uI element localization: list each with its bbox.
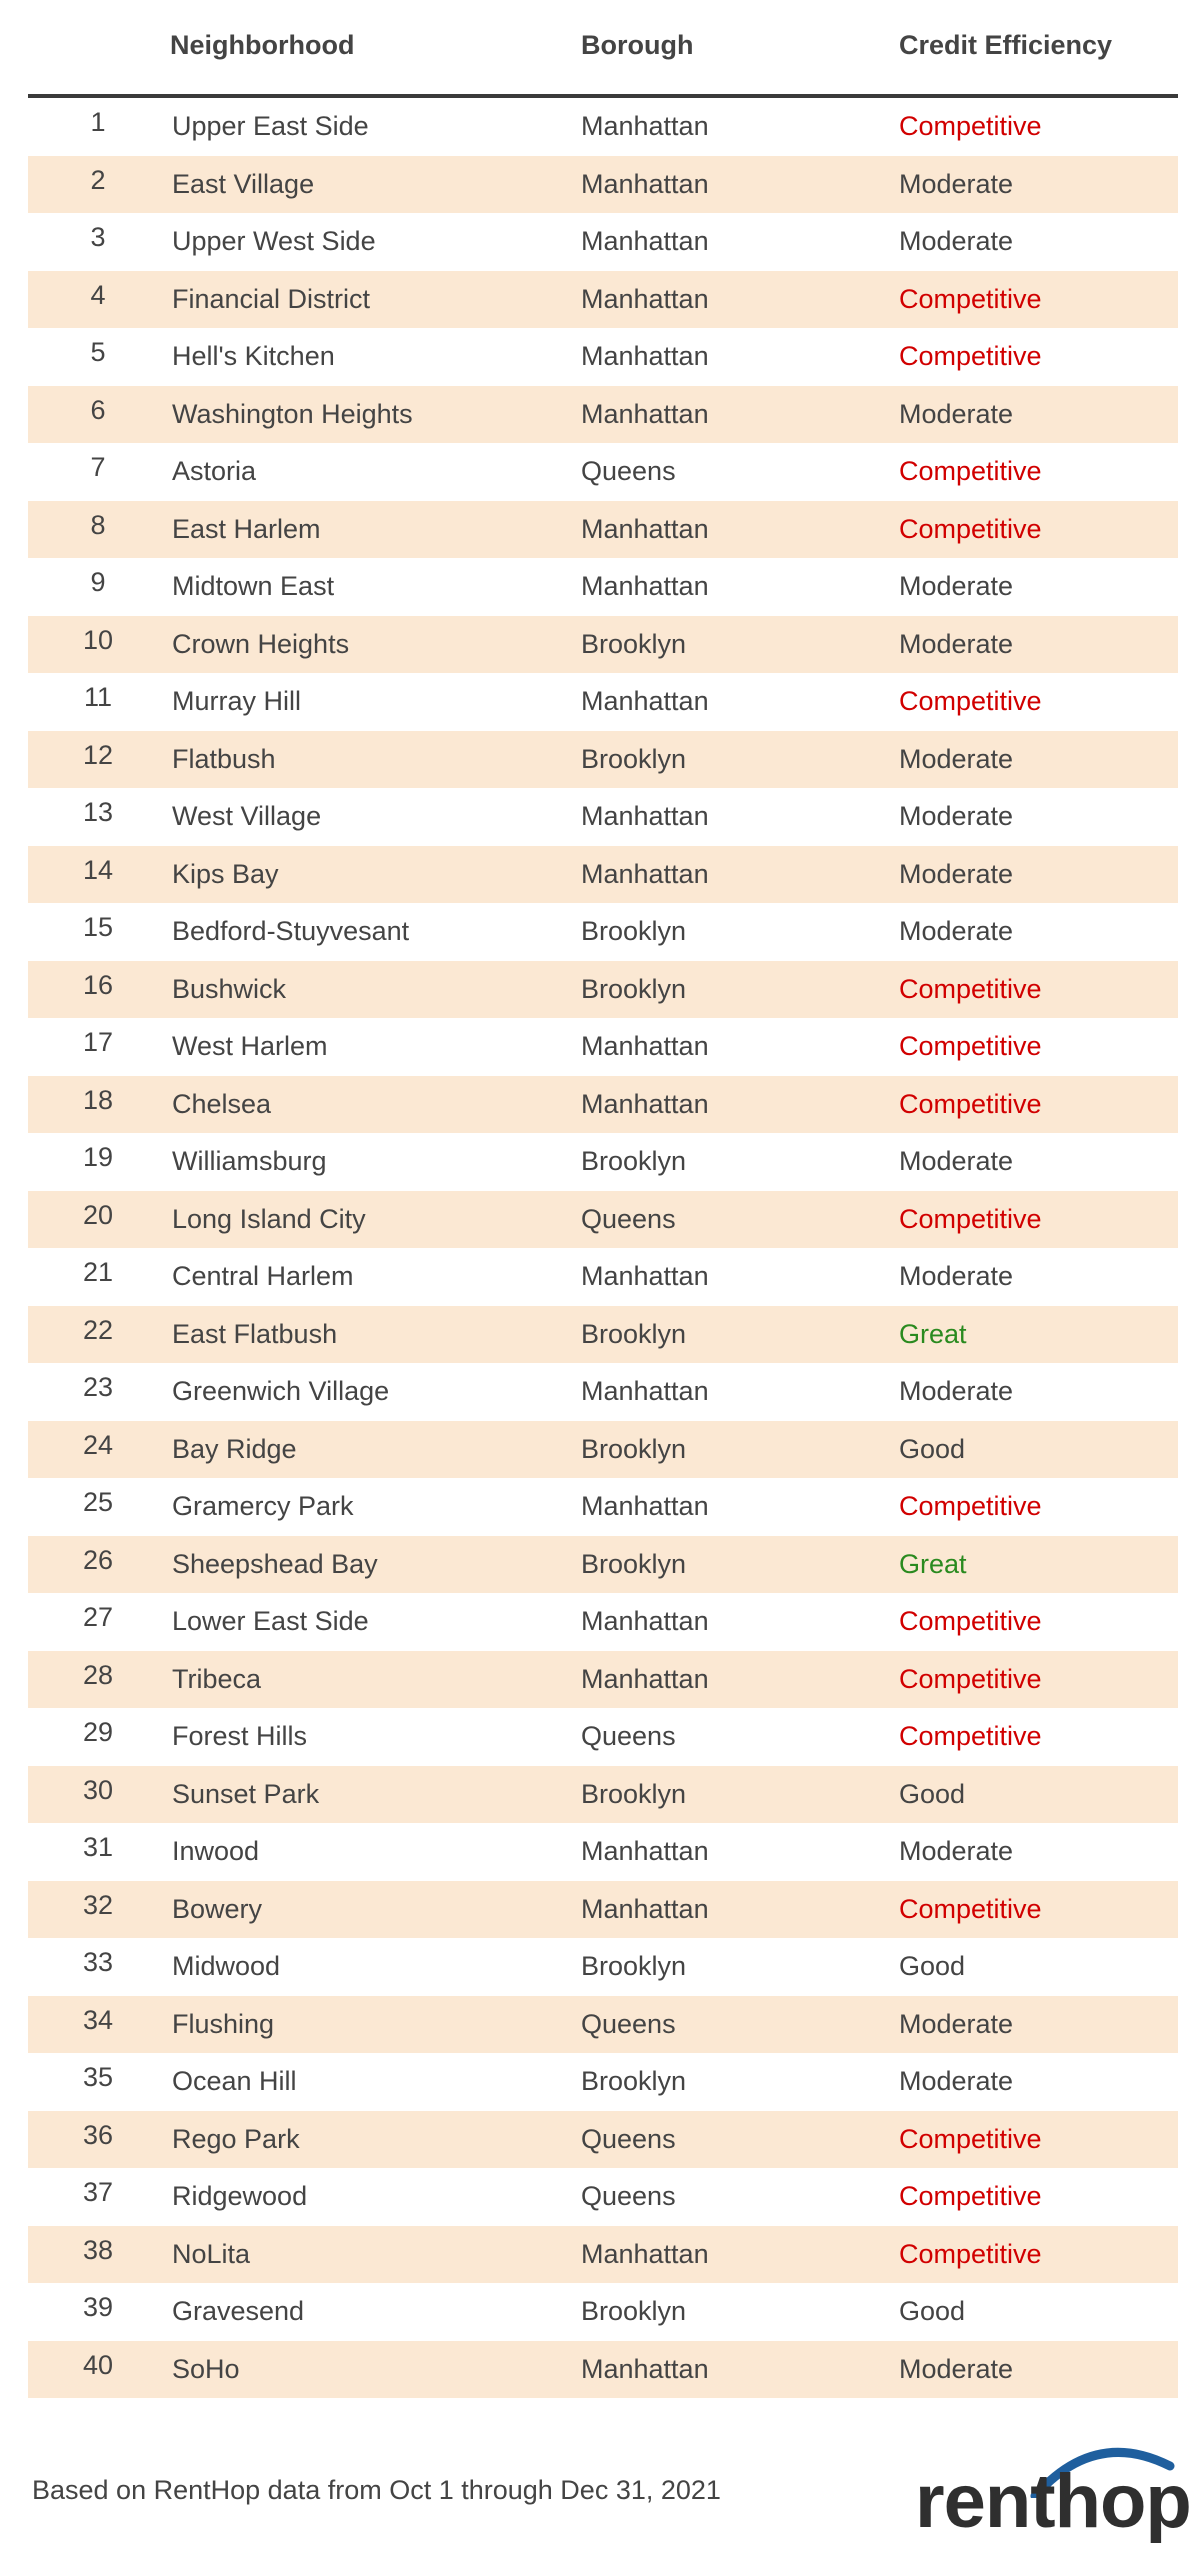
borough-cell: Manhattan bbox=[581, 168, 709, 199]
borough-cell: Manhattan bbox=[581, 1836, 709, 1867]
borough-cell: Manhattan bbox=[581, 2353, 709, 2384]
neighborhood-cell: Bowery bbox=[172, 1893, 263, 1924]
rank-cell: 8 bbox=[90, 509, 106, 540]
neighborhood-cell: Ridgewood bbox=[172, 2181, 308, 2212]
table-row bbox=[28, 501, 1178, 559]
rank-cell: 30 bbox=[82, 1774, 114, 1805]
neighborhood-cell: Long Island City bbox=[172, 1203, 366, 1234]
borough-cell: Manhattan bbox=[581, 1376, 709, 1407]
credit-efficiency-cell: Good bbox=[899, 1433, 966, 1464]
table-row bbox=[28, 271, 1178, 329]
neighborhood-cell: Inwood bbox=[172, 1836, 260, 1867]
borough-cell: Manhattan bbox=[581, 1663, 709, 1694]
rank-cell: 39 bbox=[82, 2292, 114, 2323]
table-row bbox=[28, 731, 1178, 789]
neighborhood-cell: Hell's Kitchen bbox=[172, 341, 335, 372]
rank-cell: 26 bbox=[82, 1544, 114, 1575]
neighborhood-cell: Midtown East bbox=[172, 571, 335, 602]
borough-cell: Brooklyn bbox=[581, 1146, 687, 1177]
borough-cell: Queens bbox=[581, 456, 676, 487]
borough-cell: Brooklyn bbox=[581, 1778, 687, 1809]
credit-efficiency-cell: Moderate bbox=[899, 1376, 1014, 1407]
credit-efficiency-cell: Moderate bbox=[899, 2353, 1014, 2384]
rank-cell: 25 bbox=[82, 1487, 114, 1518]
borough-cell: Manhattan bbox=[581, 801, 709, 832]
rank-cell: 24 bbox=[82, 1429, 114, 1460]
rank-cell: 20 bbox=[82, 1199, 114, 1230]
table-row bbox=[28, 1708, 1178, 1766]
rank-cell: 9 bbox=[90, 567, 106, 598]
rank-cell: 3 bbox=[90, 222, 106, 253]
neighborhood-cell: Sunset Park bbox=[172, 1778, 320, 1809]
table-row bbox=[28, 1536, 1178, 1594]
neighborhood-cell: Greenwich Village bbox=[172, 1376, 390, 1407]
rank-cell: 40 bbox=[82, 2349, 114, 2380]
neighborhood-cell: Central Harlem bbox=[172, 1261, 354, 1292]
borough-cell: Manhattan bbox=[581, 571, 709, 602]
borough-cell: Manhattan bbox=[581, 283, 709, 314]
table-row bbox=[28, 673, 1178, 731]
neighborhood-cell: East Village bbox=[172, 168, 315, 199]
borough-cell: Queens bbox=[581, 1203, 676, 1234]
credit-efficiency-cell: Moderate bbox=[899, 1836, 1014, 1867]
credit-efficiency-cell: Competitive bbox=[899, 686, 1042, 717]
table-row bbox=[28, 1363, 1178, 1421]
neighborhood-cell: West Village bbox=[172, 801, 322, 832]
neighborhood-cell: Murray Hill bbox=[172, 686, 302, 717]
table-row bbox=[28, 1938, 1178, 1996]
table-row bbox=[28, 1421, 1178, 1479]
borough-cell: Manhattan bbox=[581, 858, 709, 889]
table-row bbox=[28, 2226, 1178, 2284]
rank-cell: 17 bbox=[82, 1027, 114, 1058]
rank-cell: 34 bbox=[82, 2004, 114, 2035]
table-row bbox=[28, 1076, 1178, 1134]
credit-efficiency-cell: Competitive bbox=[899, 1088, 1042, 1119]
table-row bbox=[28, 2168, 1178, 2226]
table-row bbox=[28, 1593, 1178, 1651]
credit-efficiency-cell: Good bbox=[899, 1778, 966, 1809]
rank-cell: 16 bbox=[82, 969, 114, 1000]
credit-efficiency-cell: Competitive bbox=[899, 456, 1042, 487]
credit-efficiency-cell: Moderate bbox=[899, 801, 1014, 832]
table-row bbox=[28, 1881, 1178, 1939]
table-row bbox=[28, 1306, 1178, 1364]
neighborhood-cell: Flushing bbox=[172, 2008, 275, 2039]
neighborhood-cell: Bushwick bbox=[172, 973, 287, 1004]
header-credit-efficiency: Credit Efficiency bbox=[899, 30, 1113, 60]
borough-cell: Queens bbox=[581, 1721, 676, 1752]
neighborhood-cell: Bedford-Stuyvesant bbox=[172, 916, 410, 947]
table-row bbox=[28, 1248, 1178, 1306]
table-row bbox=[28, 1996, 1178, 2054]
rank-cell: 2 bbox=[90, 164, 106, 195]
rank-cell: 15 bbox=[82, 912, 114, 943]
credit-efficiency-cell: Competitive bbox=[899, 513, 1042, 544]
borough-cell: Brooklyn bbox=[581, 743, 687, 774]
credit-efficiency-cell: Competitive bbox=[899, 283, 1042, 314]
credit-efficiency-cell: Competitive bbox=[899, 1663, 1042, 1694]
credit-efficiency-cell: Competitive bbox=[899, 2123, 1042, 2154]
table-row bbox=[28, 1191, 1178, 1249]
credit-efficiency-cell: Moderate bbox=[899, 858, 1014, 889]
credit-efficiency-cell: Competitive bbox=[899, 2181, 1042, 2212]
table-body bbox=[28, 98, 1178, 2398]
neighborhood-cell: Gramercy Park bbox=[172, 1491, 354, 1522]
credit-efficiency-cell: Moderate bbox=[899, 2008, 1014, 2039]
neighborhood-cell: Washington Heights bbox=[172, 398, 413, 429]
neighborhood-cell: Sheepshead Bay bbox=[172, 1548, 378, 1579]
header-borough: Borough bbox=[581, 30, 694, 60]
credit-efficiency-cell: Competitive bbox=[899, 1893, 1042, 1924]
credit-efficiency-cell: Competitive bbox=[899, 1721, 1042, 1752]
neighborhood-cell: East Harlem bbox=[172, 513, 321, 544]
header-neighborhood: Neighborhood bbox=[170, 30, 355, 60]
neighborhood-cell: Flatbush bbox=[172, 743, 276, 774]
credit-efficiency-cell: Moderate bbox=[899, 1146, 1014, 1177]
neighborhood-cell: Gravesend bbox=[172, 2296, 305, 2327]
credit-efficiency-cell: Moderate bbox=[899, 571, 1014, 602]
rank-cell: 7 bbox=[90, 452, 106, 483]
neighborhood-cell: NoLita bbox=[172, 2238, 251, 2269]
neighborhood-cell: Williamsburg bbox=[172, 1146, 327, 1177]
borough-cell: Manhattan bbox=[581, 398, 709, 429]
borough-cell: Brooklyn bbox=[581, 2296, 687, 2327]
rank-cell: 12 bbox=[82, 739, 114, 770]
rank-cell: 22 bbox=[82, 1314, 114, 1345]
table-row bbox=[28, 1766, 1178, 1824]
borough-cell: Brooklyn bbox=[581, 973, 687, 1004]
table-row bbox=[28, 2341, 1178, 2399]
table-row bbox=[28, 443, 1178, 501]
rank-cell: 31 bbox=[82, 1832, 114, 1863]
credit-efficiency-cell: Moderate bbox=[899, 398, 1014, 429]
borough-cell: Queens bbox=[581, 2008, 676, 2039]
rank-cell: 29 bbox=[82, 1717, 114, 1748]
credit-efficiency-cell: Moderate bbox=[899, 226, 1014, 257]
table-row bbox=[28, 213, 1178, 271]
rank-cell: 10 bbox=[82, 624, 114, 655]
neighborhood-cell: Upper East Side bbox=[172, 111, 369, 142]
table-row bbox=[28, 1018, 1178, 1076]
rank-cell: 1 bbox=[90, 107, 106, 138]
rank-cell: 38 bbox=[82, 2234, 114, 2265]
borough-cell: Brooklyn bbox=[581, 2066, 687, 2097]
borough-cell: Manhattan bbox=[581, 1088, 709, 1119]
neighborhood-cell: Tribeca bbox=[172, 1663, 262, 1694]
neighborhood-cell: SoHo bbox=[172, 2353, 240, 2384]
neighborhood-cell: Midwood bbox=[172, 1951, 281, 1982]
credit-efficiency-cell: Moderate bbox=[899, 168, 1014, 199]
rank-cell: 23 bbox=[82, 1372, 114, 1403]
table-row bbox=[28, 2111, 1178, 2169]
rank-cell: 5 bbox=[90, 337, 106, 368]
rank-cell: 27 bbox=[82, 1602, 114, 1633]
credit-efficiency-cell: Good bbox=[899, 1951, 966, 1982]
neighborhood-cell: Financial District bbox=[172, 283, 371, 314]
neighborhood-cell: Bay Ridge bbox=[172, 1433, 297, 1464]
rank-cell: 35 bbox=[82, 2062, 114, 2093]
table-row bbox=[28, 961, 1178, 1019]
borough-cell: Manhattan bbox=[581, 2238, 709, 2269]
credit-efficiency-cell: Competitive bbox=[899, 973, 1042, 1004]
rank-cell: 36 bbox=[82, 2119, 114, 2150]
borough-cell: Queens bbox=[581, 2123, 676, 2154]
credit-efficiency-cell: Competitive bbox=[899, 1491, 1042, 1522]
neighborhood-cell: Crown Heights bbox=[172, 628, 350, 659]
borough-cell: Brooklyn bbox=[581, 1433, 687, 1464]
table-header bbox=[28, 0, 1178, 98]
rank-cell: 6 bbox=[90, 394, 106, 425]
logo-wordmark: renthop bbox=[915, 2459, 1191, 2544]
rank-cell: 11 bbox=[83, 682, 113, 713]
credit-efficiency-cell: Moderate bbox=[899, 916, 1014, 947]
rank-cell: 13 bbox=[82, 797, 114, 828]
neighborhood-cell: Upper West Side bbox=[172, 226, 376, 257]
table-row bbox=[28, 1823, 1178, 1881]
borough-cell: Manhattan bbox=[581, 341, 709, 372]
credit-efficiency-cell: Moderate bbox=[899, 2066, 1014, 2097]
credit-efficiency-cell: Moderate bbox=[899, 1261, 1014, 1292]
credit-efficiency-cell: Great bbox=[899, 1548, 967, 1579]
borough-cell: Manhattan bbox=[581, 1031, 709, 1062]
rank-cell: 33 bbox=[82, 1947, 114, 1978]
neighborhood-cell: Chelsea bbox=[172, 1088, 272, 1119]
table-row bbox=[28, 846, 1178, 904]
neighborhood-cell: Lower East Side bbox=[172, 1606, 369, 1637]
rank-cell: 21 bbox=[82, 1257, 114, 1288]
borough-cell: Manhattan bbox=[581, 686, 709, 717]
table-row bbox=[28, 156, 1178, 214]
credit-efficiency-cell: Moderate bbox=[899, 628, 1014, 659]
table-row bbox=[28, 2053, 1178, 2111]
credit-efficiency-cell: Good bbox=[899, 2296, 966, 2327]
neighborhood-cell: Kips Bay bbox=[172, 858, 279, 889]
source-note: Based on RentHop data from Oct 1 through Dec 31, 2021 bbox=[32, 2475, 721, 2505]
table-row bbox=[28, 2283, 1178, 2341]
rank-cell: 19 bbox=[82, 1142, 114, 1173]
table-row bbox=[28, 558, 1178, 616]
credit-efficiency-cell: Moderate bbox=[899, 743, 1014, 774]
ranking-table bbox=[28, 0, 1178, 2398]
table-row bbox=[28, 1478, 1178, 1536]
credit-efficiency-cell: Competitive bbox=[899, 111, 1042, 142]
neighborhood-cell: Ocean Hill bbox=[172, 2066, 297, 2097]
neighborhood-cell: Rego Park bbox=[172, 2123, 300, 2154]
borough-cell: Manhattan bbox=[581, 1893, 709, 1924]
borough-cell: Brooklyn bbox=[581, 1548, 687, 1579]
borough-cell: Brooklyn bbox=[581, 628, 687, 659]
neighborhood-cell: Forest Hills bbox=[172, 1721, 308, 1752]
neighborhood-cell: West Harlem bbox=[172, 1031, 328, 1062]
credit-efficiency-cell: Competitive bbox=[899, 2238, 1042, 2269]
rank-cell: 37 bbox=[82, 2177, 114, 2208]
rank-cell: 14 bbox=[82, 854, 114, 885]
table-row bbox=[28, 616, 1178, 674]
neighborhood-cell: Astoria bbox=[172, 456, 257, 487]
borough-cell: Manhattan bbox=[581, 226, 709, 257]
table-row bbox=[28, 328, 1178, 386]
borough-cell: Manhattan bbox=[581, 1606, 709, 1637]
borough-cell: Manhattan bbox=[581, 1491, 709, 1522]
table-row bbox=[28, 98, 1178, 156]
rank-cell: 4 bbox=[90, 279, 106, 310]
borough-cell: Manhattan bbox=[581, 513, 709, 544]
table-row bbox=[28, 788, 1178, 846]
borough-cell: Brooklyn bbox=[581, 1318, 687, 1349]
credit-efficiency-cell: Great bbox=[899, 1318, 967, 1349]
renthop-logo bbox=[915, 2438, 1191, 2548]
table-row bbox=[28, 1651, 1178, 1709]
rank-cell: 18 bbox=[82, 1084, 114, 1115]
table-row bbox=[28, 1133, 1178, 1191]
borough-cell: Brooklyn bbox=[581, 1951, 687, 1982]
borough-cell: Manhattan bbox=[581, 111, 709, 142]
table-row bbox=[28, 386, 1178, 444]
credit-efficiency-cell: Competitive bbox=[899, 1203, 1042, 1234]
borough-cell: Manhattan bbox=[581, 1261, 709, 1292]
rank-cell: 32 bbox=[82, 1889, 114, 1920]
borough-cell: Queens bbox=[581, 2181, 676, 2212]
neighborhood-cell: East Flatbush bbox=[172, 1318, 338, 1349]
borough-cell: Brooklyn bbox=[581, 916, 687, 947]
credit-efficiency-cell: Competitive bbox=[899, 1606, 1042, 1637]
table-row bbox=[28, 903, 1178, 961]
rank-cell: 28 bbox=[82, 1659, 114, 1690]
credit-efficiency-cell: Competitive bbox=[899, 341, 1042, 372]
credit-efficiency-cell: Competitive bbox=[899, 1031, 1042, 1062]
